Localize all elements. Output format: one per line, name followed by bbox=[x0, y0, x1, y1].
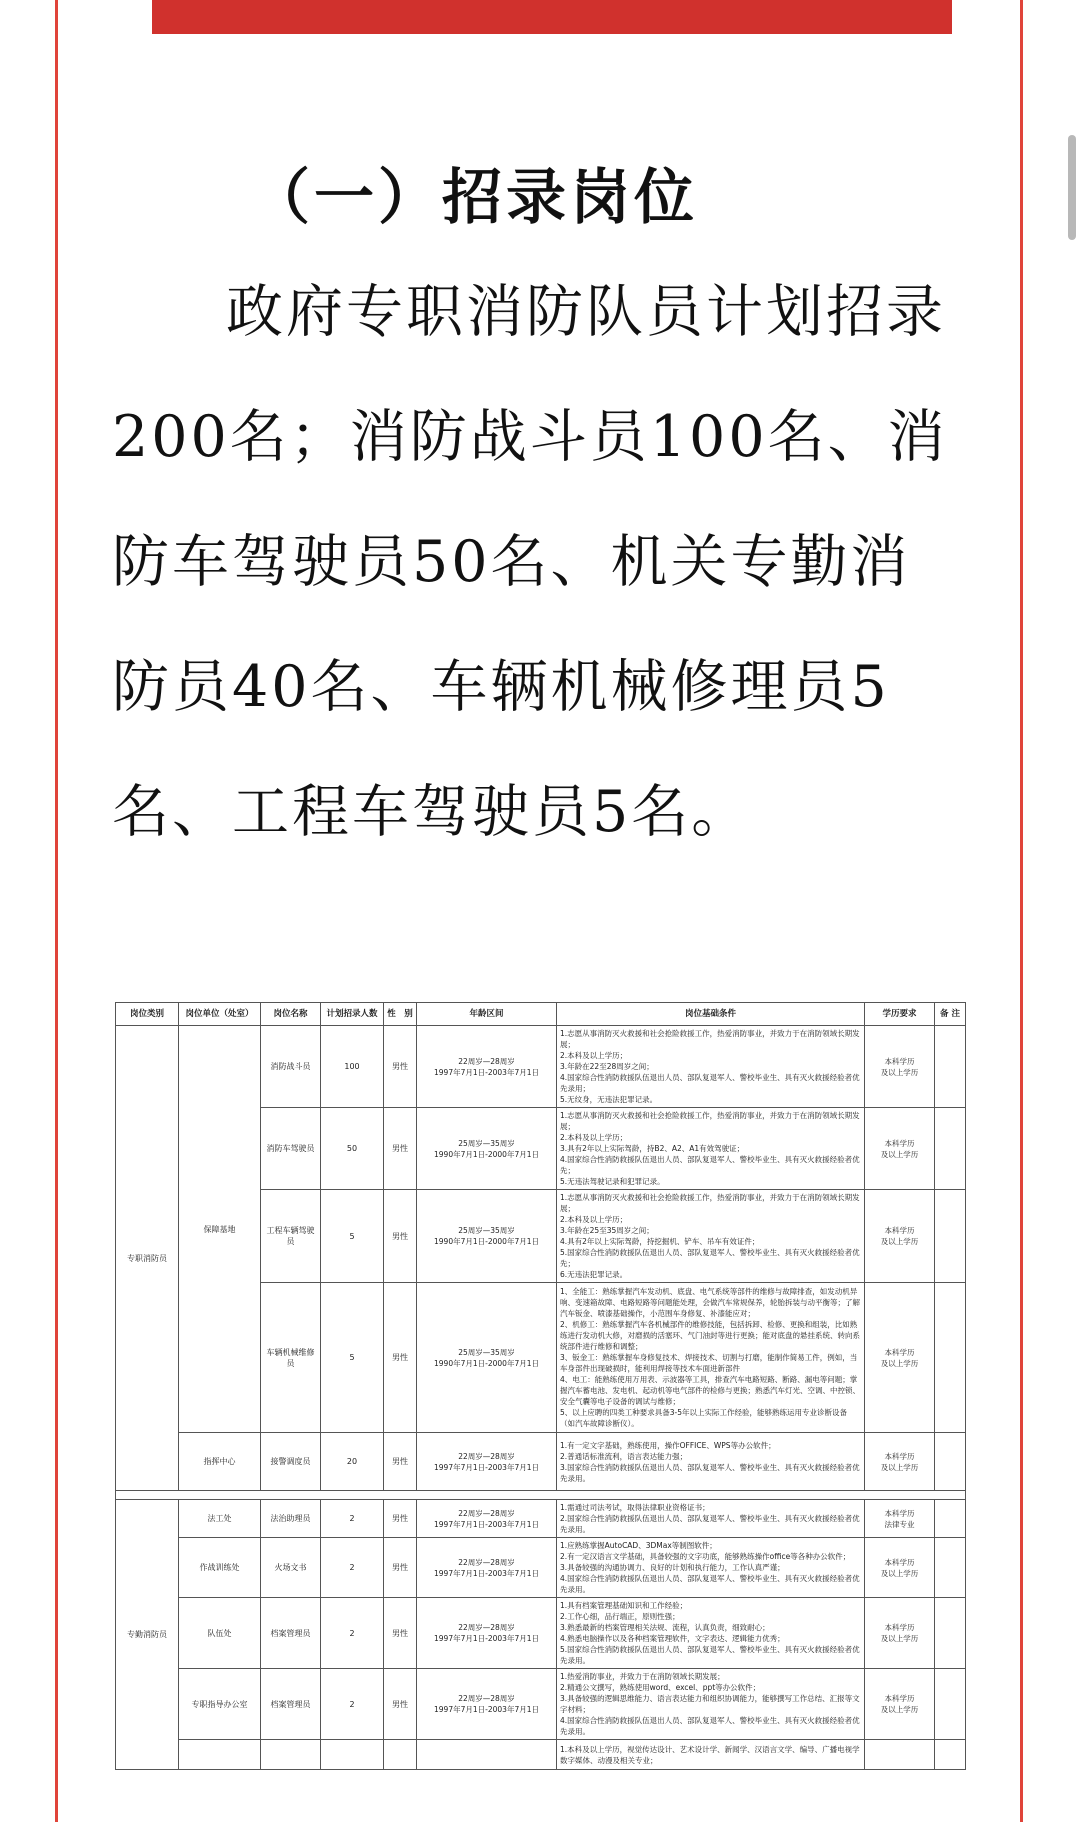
cell-count: 20 bbox=[321, 1433, 384, 1491]
table-header-cell: 岗位基础条件 bbox=[557, 1003, 865, 1026]
table-row bbox=[116, 1026, 966, 1108]
cell-education: 本科学历 及以上学历 bbox=[865, 1433, 935, 1491]
table-row bbox=[116, 1740, 966, 1770]
cell-unit: 队伍处 bbox=[179, 1598, 261, 1669]
table-row bbox=[116, 1669, 966, 1740]
cell-job-name: 车辆机械维修员 bbox=[261, 1283, 321, 1433]
cell-age: 25周岁—35周岁 1990年7月1日-2000年7月1日 bbox=[417, 1190, 557, 1283]
cell-gender: 男性 bbox=[384, 1669, 417, 1740]
table-header-cell: 岗位单位（处室） bbox=[179, 1003, 261, 1026]
cell-count: 2 bbox=[321, 1500, 384, 1538]
cell-age: 22周岁—28周岁 1997年7月1日-2003年7月1日 bbox=[417, 1433, 557, 1491]
cell-job-name: 接警调度员 bbox=[261, 1433, 321, 1491]
cell-education: 本科学历 法律专业 bbox=[865, 1500, 935, 1538]
cell-job-name bbox=[261, 1740, 321, 1770]
recruitment-table bbox=[115, 1002, 966, 1770]
table-header-cell: 岗位名称 bbox=[261, 1003, 321, 1026]
cell-note bbox=[935, 1740, 966, 1770]
table-row bbox=[116, 1538, 966, 1598]
cell-note bbox=[935, 1538, 966, 1598]
cell-age bbox=[417, 1740, 557, 1770]
cell-gender: 男性 bbox=[384, 1598, 417, 1669]
cell-unit: 作战训练处 bbox=[179, 1538, 261, 1598]
table-header-cell: 岗位类别 bbox=[116, 1003, 179, 1026]
section-title: （一）招录岗位 bbox=[250, 163, 698, 233]
cell-note bbox=[935, 1190, 966, 1283]
table-header-cell: 学历要求 bbox=[865, 1003, 935, 1026]
cell-note bbox=[935, 1598, 966, 1669]
cell-job-name: 工程车辆驾驶员 bbox=[261, 1190, 321, 1283]
cell-gender bbox=[384, 1740, 417, 1770]
cell-requirements: 1.需通过司法考试，取得法律职业资格证书； 2.国家综合性消防救援队伍退出人员、部队复退军人、警校毕业生、具有灭火救援经验者优先录用。 bbox=[557, 1500, 865, 1538]
cell-count bbox=[321, 1740, 384, 1770]
cell-age: 22周岁—28周岁 1997年7月1日-2003年7月1日 bbox=[417, 1500, 557, 1538]
cell-note bbox=[935, 1283, 966, 1433]
cell-job-name: 法治助理员 bbox=[261, 1500, 321, 1538]
page-frame-left bbox=[55, 0, 58, 1822]
cell-education: 本科学历 及以上学历 bbox=[865, 1190, 935, 1283]
cell-education: 本科学历 及以上学历 bbox=[865, 1669, 935, 1740]
cell-education: 本科学历 及以上学历 bbox=[865, 1283, 935, 1433]
cell-category: 专职消防员 bbox=[116, 1026, 179, 1491]
table-row bbox=[116, 1433, 966, 1491]
cell-job-name: 消防车驾驶员 bbox=[261, 1108, 321, 1190]
cell-category: 专勤消防员 bbox=[116, 1500, 179, 1770]
cell-unit bbox=[179, 1740, 261, 1770]
cell-education: 本科学历 及以上学历 bbox=[865, 1026, 935, 1108]
cell-gender: 男性 bbox=[384, 1500, 417, 1538]
cell-education: 本科学历 及以上学历 bbox=[865, 1598, 935, 1669]
cell-count: 5 bbox=[321, 1190, 384, 1283]
table-header-row bbox=[116, 1003, 966, 1026]
cell-job-name: 档案管理员 bbox=[261, 1598, 321, 1669]
group-gap bbox=[116, 1491, 966, 1500]
cell-age: 22周岁—28周岁 1997年7月1日-2003年7月1日 bbox=[417, 1669, 557, 1740]
table-header-cell: 年龄区间 bbox=[417, 1003, 557, 1026]
cell-requirements: 1、全能工：熟练掌握汽车发动机、底盘、电气系统等部件的维修与故障排查，如发动机异响、变速箱故障、电路短路等问题能处理，会做汽车常规保养，轮胎拆装与动平衡等；了解汽车钣金、喷漆基础操作，小范围车身修复、补漆能应对； 2、机修工：熟练掌握汽车各机械部件的维修技能，包括拆卸、检修、更换和组装，比如熟练进行发动机大修，对磨损的活塞环、气门油封等进行更换；能对底盘的悬挂系统、转向系统部件进行维修和调整； 3、钣金工：熟练掌握车身修复技术、焊接技术、切割与打磨，能制作简易工件，例如，当车身部件出现破损时，能利用焊接等技术车面进新部件 4、电工：能熟练使用万用表、示波器等工具，排查汽车电路短路、断路、漏电等问题；掌握汽车蓄电池、发电机、起动机等电气部件的检修与更换；熟悉汽车灯光、空调、中控锁、安全气囊等电子设备的调试与维修； 5、以上应聘的四类工种要求具备3-5年以上实际工作经验，能够熟练运用专业诊断设备（如汽车故障诊断仪）。 bbox=[557, 1283, 865, 1433]
cell-count: 2 bbox=[321, 1538, 384, 1598]
cell-requirements: 1.具有档案管理基础知识和工作经验； 2.工作心细，品行端正，原则性强； 3.熟悉最新的档案管理相关法规、流程，认真负责，细致耐心； 4.熟悉电脑操作以及各种档案管理软件，文字表达、逻辑能力优秀； 5.国家综合性消防救援队伍退出人员、部队复退军人、警校毕业生、具有灭火救援经验者优先录用。 bbox=[557, 1598, 865, 1669]
cell-gender: 男性 bbox=[384, 1026, 417, 1108]
table-row bbox=[116, 1598, 966, 1669]
cell-gender: 男性 bbox=[384, 1108, 417, 1190]
header-red-bar bbox=[152, 0, 952, 34]
cell-unit: 法工处 bbox=[179, 1500, 261, 1538]
cell-note bbox=[935, 1433, 966, 1491]
cell-job-name: 火场文书 bbox=[261, 1538, 321, 1598]
cell-note bbox=[935, 1669, 966, 1740]
cell-age: 22周岁—28周岁 1997年7月1日-2003年7月1日 bbox=[417, 1026, 557, 1108]
cell-requirements: 1.热爱消防事业，并致力于在消防领域长期发展； 2.精通公文撰写，熟练使用word、excel、ppt等办公软件； 3.具备较强的逻辑思维能力、语言表达能力和组织协调能力，能够撰写工作总结、汇报等文字材料； 4.国家综合性消防救援队伍退出人员、部队复退军人、警校毕业生、具有灭火救援经验者优先录用。 bbox=[557, 1669, 865, 1740]
cell-count: 50 bbox=[321, 1108, 384, 1190]
cell-education: 本科学历 及以上学历 bbox=[865, 1108, 935, 1190]
cell-unit: 专职指导办公室 bbox=[179, 1669, 261, 1740]
cell-note bbox=[935, 1026, 966, 1108]
cell-unit: 保障基地 bbox=[179, 1026, 261, 1433]
cell-note bbox=[935, 1108, 966, 1190]
cell-count: 2 bbox=[321, 1598, 384, 1669]
cell-requirements: 1.志愿从事消防灭火救援和社会抢险救援工作，热爱消防事业，并致力于在消防领域长期发展； 2.本科及以上学历； 3.年龄在22至28周岁之间； 4.国家综合性消防救援队伍退出人员、部队复退军人、警校毕业生、具有灭火救援经验者优先录用； 5.无纹身，无违法犯罪记录。 bbox=[557, 1026, 865, 1108]
cell-requirements: 1.志愿从事消防灭火救援和社会抢险救援工作，热爱消防事业，并致力于在消防领域长期发展； 2.本科及以上学历； 3.年龄在25至35周岁之间； 4.具有2年以上实际驾龄，持挖掘机、铲车、吊车有效证件； 5.国家综合性消防救援队伍退出人员、部队复退军人、警校毕业生、具有灭火救援经验者优先； 6.无违法犯罪记录。 bbox=[557, 1190, 865, 1283]
cell-education: 本科学历 及以上学历 bbox=[865, 1538, 935, 1598]
cell-unit: 指挥中心 bbox=[179, 1433, 261, 1491]
cell-gender: 男性 bbox=[384, 1190, 417, 1283]
table-row bbox=[116, 1500, 966, 1538]
cell-gender: 男性 bbox=[384, 1538, 417, 1598]
cell-count: 2 bbox=[321, 1669, 384, 1740]
scrollbar-thumb[interactable] bbox=[1068, 135, 1076, 240]
cell-count: 100 bbox=[321, 1026, 384, 1108]
cell-requirements: 1.有一定文字基础，熟练使用，操作OFFICE、WPS等办公软件； 2.普通话标准流利，语言表达能力强； 3.国家综合性消防救援队伍退出人员、部队复退军人、警校毕业生、具有灭火救援经验者优先录用。 bbox=[557, 1433, 865, 1491]
cell-age: 25周岁—35周岁 1990年7月1日-2000年7月1日 bbox=[417, 1283, 557, 1433]
recruitment-table-image bbox=[115, 1002, 965, 1770]
table-header-cell: 备 注 bbox=[935, 1003, 966, 1026]
page-frame-right bbox=[1020, 0, 1023, 1822]
cell-requirements: 1.应熟练掌握AutoCAD、3DMax等制图软件； 2.有一定汉语言文学基础，具备较强的文字功底，能够熟练操作office等各种办公软件； 3.具备较强的沟通协调力、良好的计划和执行能力，工作认真严谨； 4.国家综合性消防救援队伍退出人员、部队复退军人、警校毕业生、具有灭火救援经验者优先录用。 bbox=[557, 1538, 865, 1598]
cell-count: 5 bbox=[321, 1283, 384, 1433]
intro-paragraph: 政府专职消防队员计划招录200名；消防战斗员100名、消防车驾驶员50名、机关专勤消防员40名、车辆机械修理员5名、工程车驾驶员5名。 bbox=[112, 279, 948, 845]
cell-job-name: 消防战斗员 bbox=[261, 1026, 321, 1108]
cell-age: 22周岁—28周岁 1997年7月1日-2003年7月1日 bbox=[417, 1538, 557, 1598]
cell-job-name: 档案管理员 bbox=[261, 1669, 321, 1740]
table-header-cell: 性 别 bbox=[384, 1003, 417, 1026]
cell-gender: 男性 bbox=[384, 1433, 417, 1491]
cell-gender: 男性 bbox=[384, 1283, 417, 1433]
cell-note bbox=[935, 1500, 966, 1538]
cell-requirements: 1.志愿从事消防灭火救援和社会抢险救援工作，热爱消防事业，并致力于在消防领域长期发展； 2.本科及以上学历； 3.具有2年以上实际驾龄，持B2、A2、A1有效驾驶证； 4.国家综合性消防救援队伍退出人员、部队复退军人、警校毕业生、具有灭火救援经验者优先； 5.无违法驾驶记录和犯罪记录。 bbox=[557, 1108, 865, 1190]
table-header-cell: 计划招录人数 bbox=[321, 1003, 384, 1026]
cell-education bbox=[865, 1740, 935, 1770]
cell-age: 22周岁—28周岁 1997年7月1日-2003年7月1日 bbox=[417, 1598, 557, 1669]
cell-requirements: 1.本科及以上学历，视觉传达设计、艺术设计学、新闻学、汉语言文学、编导、广播电视学数字媒体、动漫及相关专业； bbox=[557, 1740, 865, 1770]
cell-age: 25周岁—35周岁 1990年7月1日-2000年7月1日 bbox=[417, 1108, 557, 1190]
